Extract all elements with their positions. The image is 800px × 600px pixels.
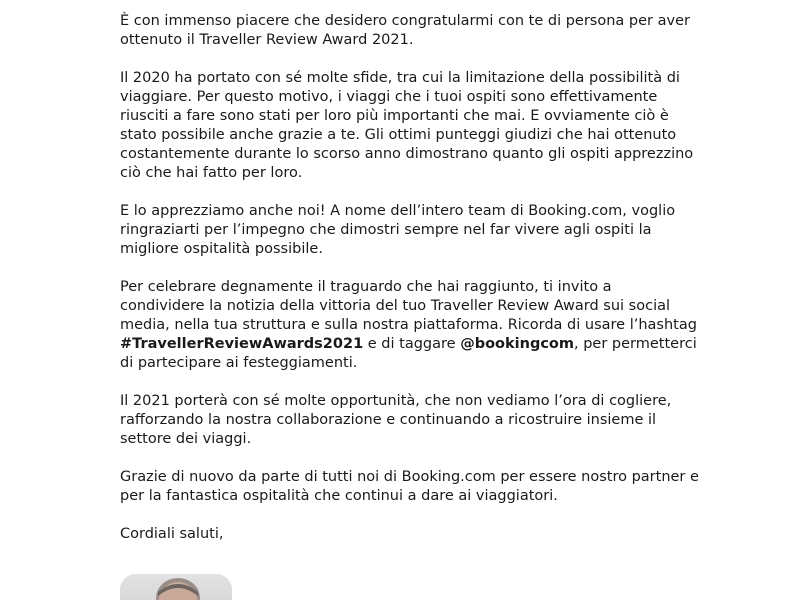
instagram-handle: @bookingcom: [460, 336, 574, 352]
paragraph-gratitude: Grazie di nuovo da parte di tutti noi di Booking.com per essere nostro partner e per la fantastica ospitalità che continui a dare ai viaggiatori.: [120, 469, 699, 504]
paragraph-celebrate: [120, 278, 700, 373]
paragraph-thanks: E lo apprezziamo anche noi! A nome dell’intero team di Booking.com, voglio ringraziarti per l’impegno che dimostri sempre nel far vivere agli ospiti la migliore ospitalità possibile.: [120, 203, 676, 257]
paragraph-2020: Il 2020 ha portato con sé molte sfide, tra cui la limitazione della possibilità di viaggiare. Per questo motivo, i viaggi che i tuoi ospiti sono effettivamente riusciti a fare sono stati per loro più importanti che mai. E ovviamente ciò è stato possibile anche grazie a te. Gli ottimi punteggi giudizi che hai ottenuto costantemente durante lo scorso anno dimostrano quanto gli ospiti apprezzino ciò che hai fatto per loro.: [120, 70, 694, 181]
hashtag: #TravellerReviewAwards2021: [120, 336, 364, 352]
closing-salutation: Cordiali saluti,: [120, 526, 224, 542]
portrait-image: [120, 574, 232, 600]
letter-body: [120, 12, 700, 563]
signatory-photo: [120, 574, 232, 600]
celebrate-text-middle: e di taggare: [363, 336, 461, 352]
paragraph-2021: Il 2021 porterà con sé molte opportunità, che non vediamo l’ora di cogliere, rafforzando la nostra collaborazione e continuando a ricostruire insieme il settore dei viaggi.: [120, 393, 672, 447]
paragraph-award: È con immenso piacere che desidero congratularmi con te di persona per aver ottenuto il Traveller Review Award 2021.: [120, 13, 690, 48]
celebrate-text-start: Per celebrare degnamente il traguardo che hai raggiunto, ti invito a condividere la notizia della vittoria del tuo Traveller Review Award sui social media, nella tua struttura e sulla nostra piattaforma. Ricorda di usare l’hashtag: [120, 279, 697, 333]
celebrate-text-end: , per permetterci di partecipare ai festeggiamenti.: [120, 336, 697, 371]
